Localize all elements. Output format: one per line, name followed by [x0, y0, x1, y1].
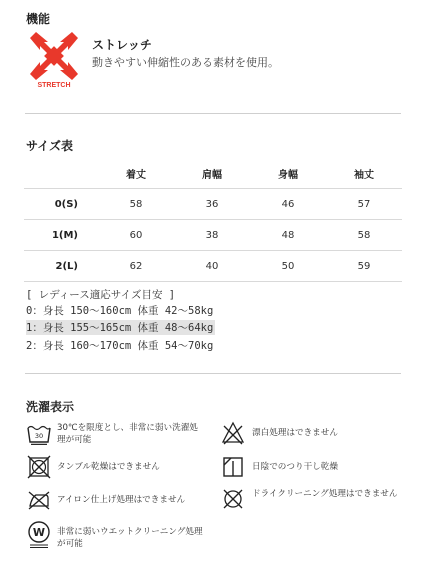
table-cell: 38 — [174, 220, 250, 251]
no-bleach-icon — [221, 421, 245, 445]
ladies-guide-line: 0：身長 150～160cm 体重 42～58kg — [26, 305, 214, 317]
stretch-badge — [28, 30, 80, 88]
header-cell: 袖丈 — [354, 169, 374, 181]
header-cell — [24, 158, 98, 189]
stretch-description: 動きやすい伸縮性のある素材を使用。 — [92, 56, 279, 69]
table-row — [24, 251, 402, 282]
divider — [25, 373, 401, 374]
care-text: ドライクリーニング処理はできません — [252, 489, 398, 499]
table-cell: 62 — [98, 251, 174, 282]
table-cell: 60 — [98, 220, 174, 251]
care-text: アイロン仕上げ処理はできません — [57, 495, 186, 505]
line-dry-shade-icon — [221, 455, 245, 479]
ladies-guide-line: 1：身長 155～165cm 体重 48～64kg — [26, 322, 214, 334]
table-cell: 57 — [326, 189, 402, 220]
wash-tub-icon — [27, 421, 51, 445]
table-cell: 58 — [98, 189, 174, 220]
size-section-title: サイズ表 — [26, 139, 74, 153]
stretch-arrows-icon — [28, 30, 80, 88]
table-cell: 48 — [250, 220, 326, 251]
care-text: 30℃を限度とし、非常に弱い洗濯処理が可能 — [57, 423, 198, 445]
function-section-title: 機能 — [26, 12, 51, 26]
no-tumble-dry-icon — [27, 455, 51, 479]
care-text: 非常に弱いウエットクリーニング処理が可能 — [57, 527, 203, 549]
table-cell: 36 — [174, 189, 250, 220]
header-cell: 肩幅 — [202, 169, 222, 181]
size-label: 1(M) — [24, 220, 98, 251]
table-cell: 58 — [326, 220, 402, 251]
header-cell: 身幅 — [278, 169, 298, 181]
wash-temp-label: 30 — [34, 432, 44, 440]
care-text: タンブル乾燥はできません — [57, 462, 160, 472]
size-table — [24, 158, 402, 282]
ladies-guide-title: [ レディース適応サイズ目安 ] — [26, 289, 176, 301]
stretch-title: ストレッチ — [92, 38, 152, 52]
table-cell: 59 — [326, 251, 402, 282]
care-text: 漂白処理はできません — [252, 428, 338, 438]
wet-clean-letter: W — [32, 526, 46, 539]
stretch-badge-label: STRETCH — [37, 82, 71, 88]
table-row — [24, 220, 402, 251]
size-table-header — [24, 158, 402, 189]
size-label: 2(L) — [24, 251, 98, 282]
no-iron-icon — [27, 487, 51, 511]
table-cell: 46 — [250, 189, 326, 220]
table-cell: 40 — [174, 251, 250, 282]
care-text: 日陰でのつり干し乾燥 — [252, 462, 338, 472]
table-cell: 50 — [250, 251, 326, 282]
no-dry-clean-icon — [221, 487, 245, 511]
divider — [25, 113, 401, 114]
header-cell: 着丈 — [126, 169, 146, 181]
size-label: 0(S) — [24, 189, 98, 220]
table-row — [24, 189, 402, 220]
wet-clean-very-gentle-icon — [27, 521, 51, 545]
ladies-guide-line: 2：身長 160～170cm 体重 54～70kg — [26, 340, 214, 352]
care-section-title: 洗濯表示 — [26, 400, 75, 414]
